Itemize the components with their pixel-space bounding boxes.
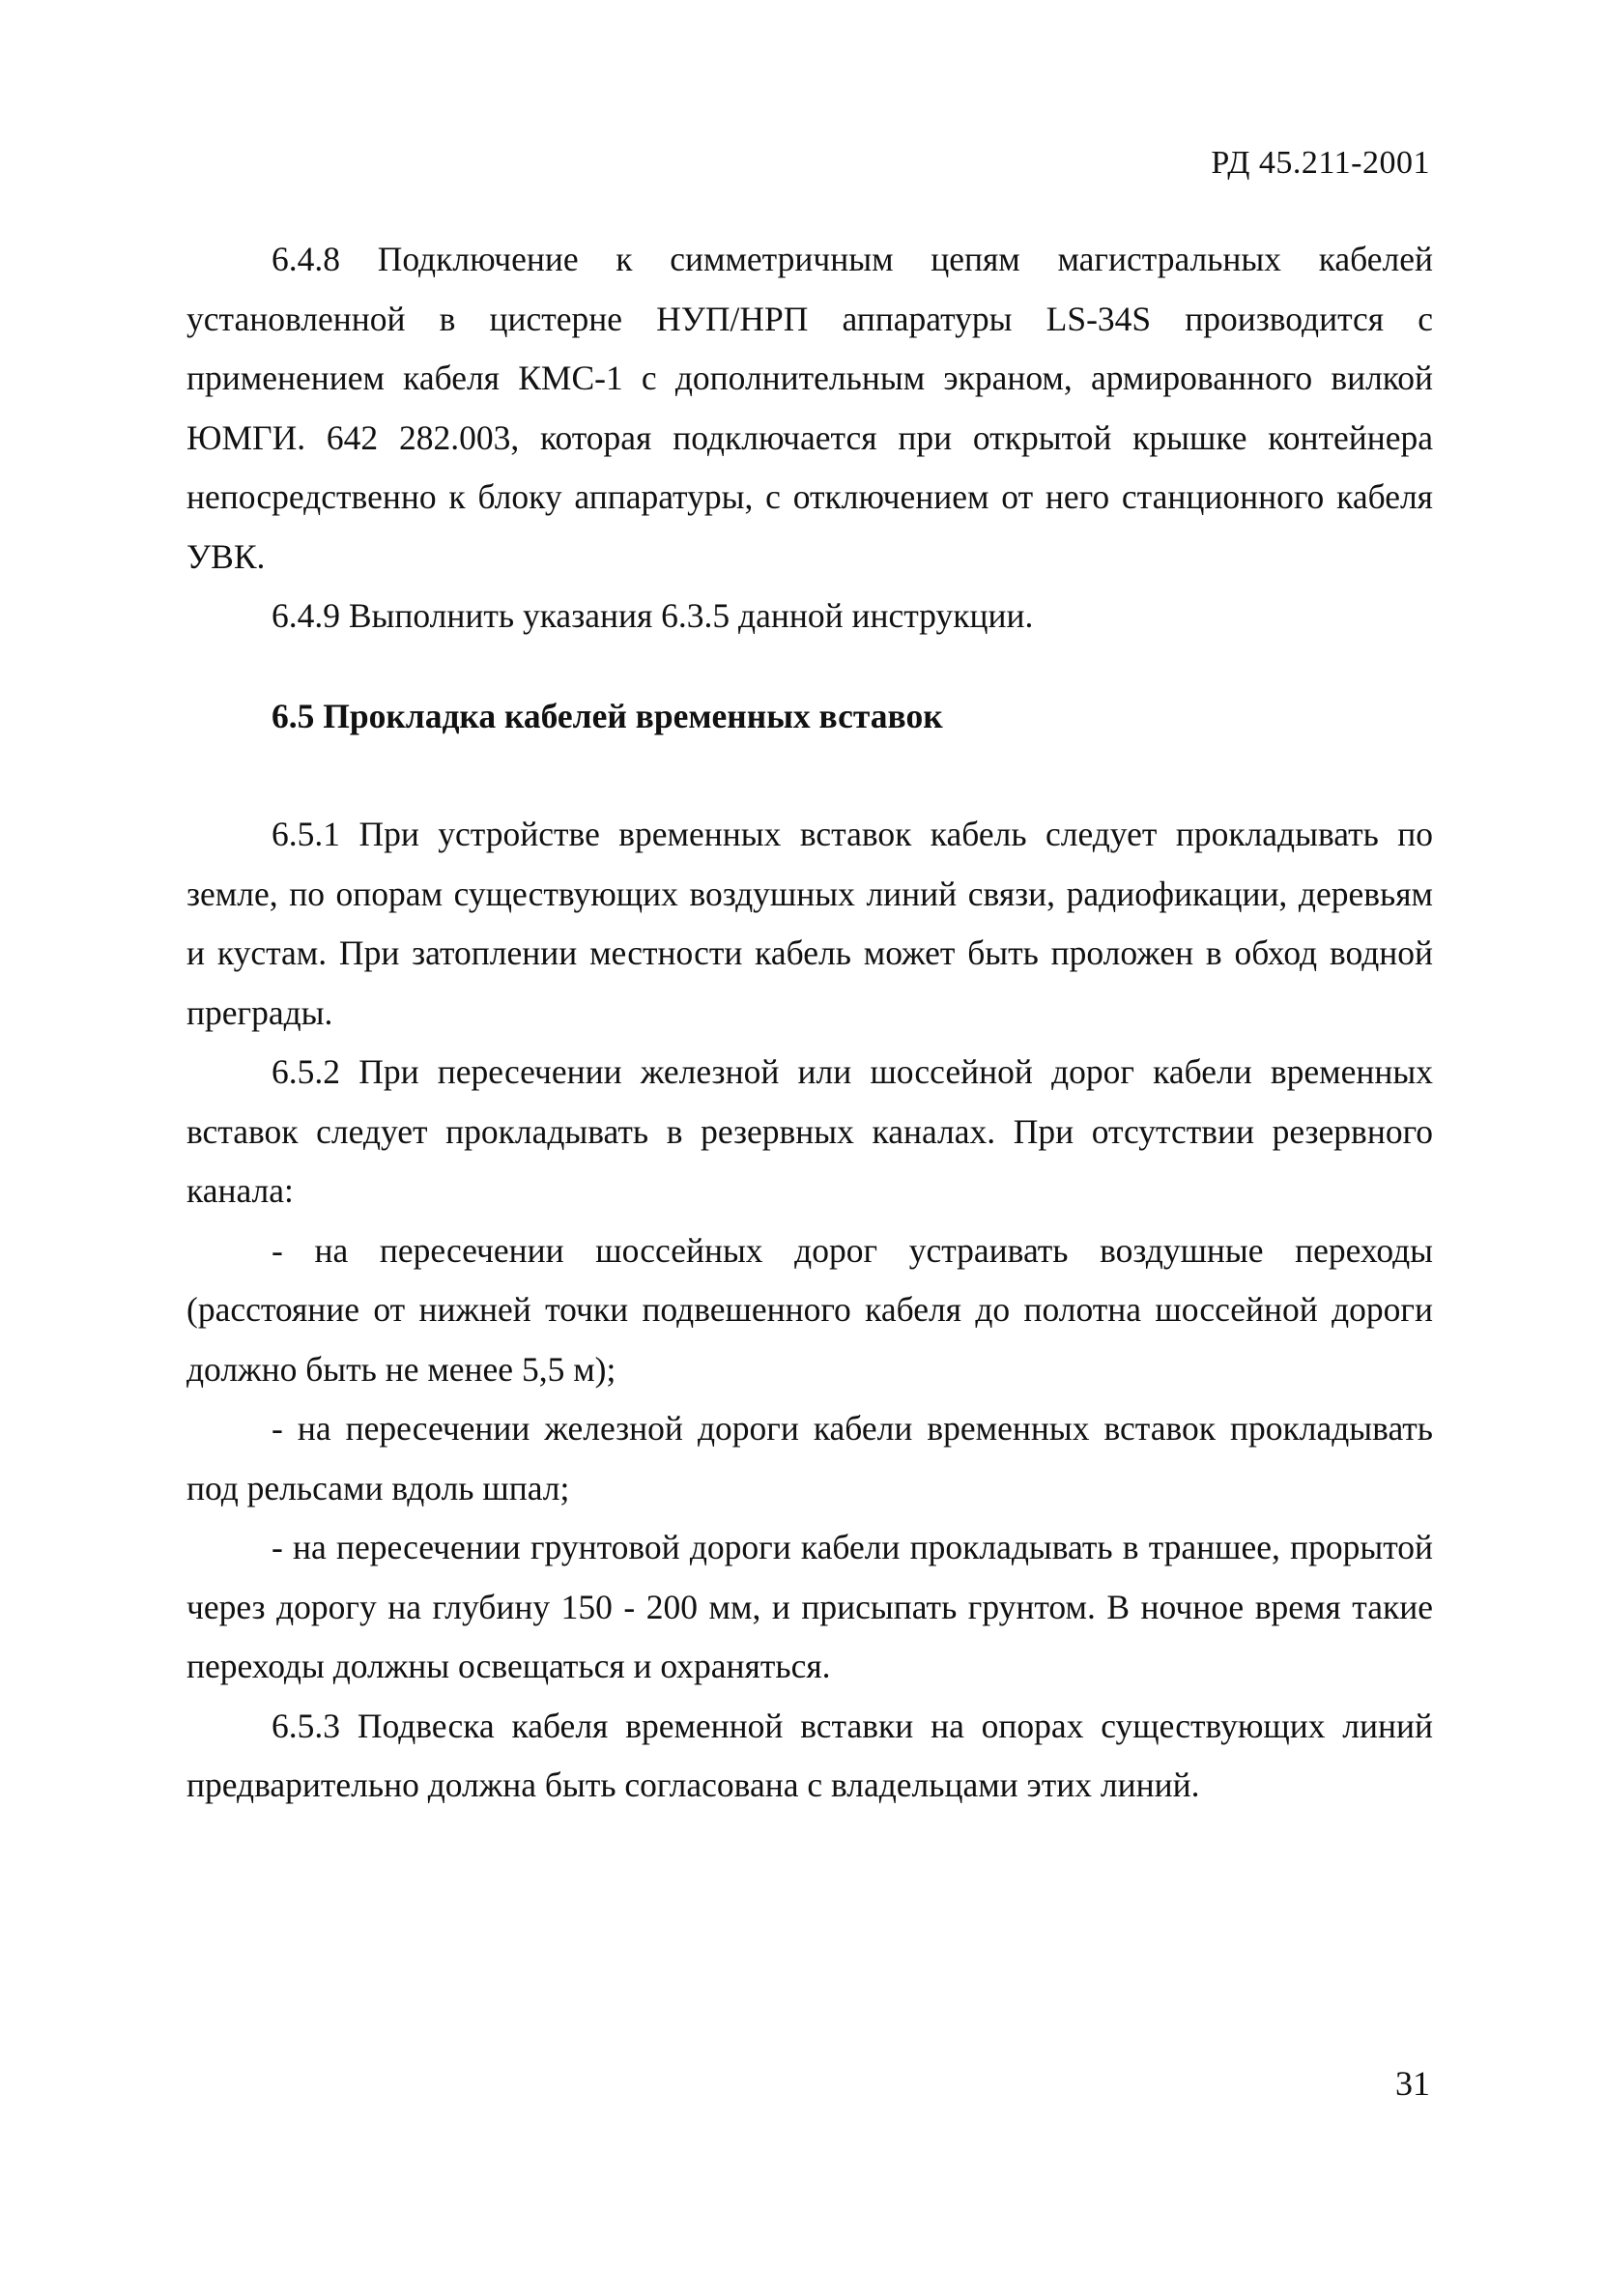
list-item-dirt-road-crossing: - на пересечении грунтовой дороги кабели прокладывать в траншее, прорытой через дорогу на глубину 150 - 200 мм, и присыпать грунтом. В ночное время такие переходы должны освещаться и охраняться. [186, 1528, 1433, 1685]
paragraph-6-5-2: 6.5.2 При пересечении железной или шоссейной дорог кабели временных вставок следует прокладывать в резервных каналах. При отсутствии резервного канала: [186, 1052, 1433, 1210]
document-code-header: РД 45.211-2001 [1211, 145, 1430, 181]
paragraph-6-5-1: 6.5.1 При устройстве временных вставок кабель следует прокладывать по земле, по опорам существующих воздушных линий связи, радиофикации, деревьям и кустам. При затоплении местности кабель может быть проложен в обход водной преграды. [186, 815, 1433, 1032]
paragraph-6-5-3: 6.5.3 Подвеска кабеля временной вставки на опорах существующих линий предварительно должна быть согласована с владельцами этих линий. [186, 1706, 1433, 1804]
page-number: 31 [1395, 2064, 1430, 2103]
list-item-highway-crossing: - на пересечении шоссейных дорог устраивать воздушные переходы (расстояние от нижней точки подвешенного кабеля до полотна шоссейной дороги должно быть не менее 5,5 м); [186, 1230, 1433, 1389]
document-body [186, 230, 1433, 1816]
paragraph-6-4-8: 6.4.8 Подключение к симметричным цепям магистральных кабелей установленной в цистерне НУП/НРП аппаратуры LS-34S производится с применением кабеля КМС-1 с дополнительным экраном, армированного вилкой ЮМГИ. 642 282.003, которая подключается при открытой крышке контейнера непосредственно к блоку аппаратуры, с отключением от него станционного кабеля УВК. [186, 240, 1433, 576]
section-heading-6-5: 6.5 Прокладка кабелей временных вставок [272, 696, 943, 735]
paragraph-6-4-9: 6.4.9 Выполнить указания 6.3.5 данной инструкции. [272, 596, 1034, 635]
list-item-railway-crossing: - на пересечении железной дороги кабели временных вставок прокладывать под рельсами вдоль шпал; [186, 1409, 1433, 1507]
